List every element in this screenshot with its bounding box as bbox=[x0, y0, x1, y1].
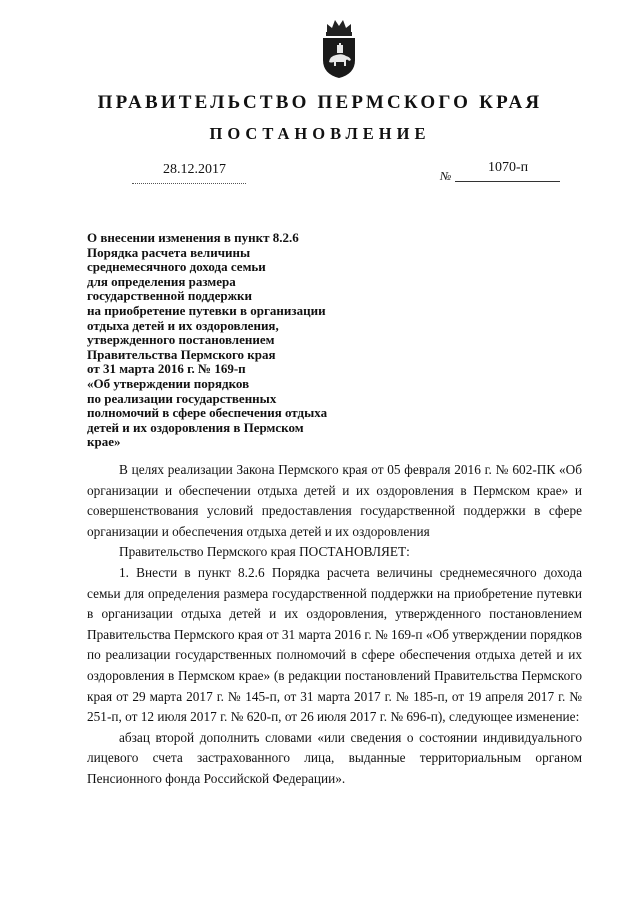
document-date: 28.12.2017 bbox=[163, 162, 226, 177]
subject-line: на приобретение путевки в организации bbox=[87, 302, 326, 318]
subject-line: от 31 марта 2016 г. № 169-п bbox=[87, 361, 246, 377]
subject-line: детей и их оздоровления в Пермском bbox=[87, 419, 304, 435]
body-paragraph-resolves: Правительство Пермского края ПОСТАНОВЛЯЕТ: bbox=[119, 544, 410, 560]
body-paragraph-item-1: 1. Внести в пункт 8.2.6 Порядка расчета величины среднемесячного дохода семьи для определения размера государственной поддержки на приобретение путевки в организации отдыха детей и их оздоровления, утвержденного постановлением Правительства Пермского края от 31 марта 2016 г. № 169-п «Об утверждении порядков по реализации государственных полномочий в сфере обеспечения отдыха детей и их оздоровления в Пермском крае» (в редакции постановлений Правительства Пермского края от 29 марта 2017 г. № 145-п, от 31 марта 2017 г. № 185-п, от 19 апреля 2017 г. № 251-п, от 12 июля 2017 г. № 620-п, от 26 июля 2017 г. № 696-п), следующее изменение: bbox=[87, 564, 582, 725]
subject-line: Правительства Пермского края bbox=[87, 346, 276, 362]
subject-line: государственной поддержки bbox=[87, 288, 253, 304]
document-subject bbox=[87, 231, 377, 450]
subject-line: О внесении изменения в пункт 8.2.6 bbox=[87, 230, 299, 245]
subject-line: полномочий в сфере обеспечения отдыха bbox=[87, 405, 328, 421]
coat-of-arms-icon bbox=[318, 18, 360, 80]
subject-line: для определения размера bbox=[87, 273, 236, 289]
document-number: 1070-п bbox=[488, 160, 529, 175]
document-type: ПОСТАНОВЛЕНИЕ bbox=[209, 124, 431, 143]
subject-line: «Об утверждении порядков bbox=[87, 375, 250, 391]
subject-line: крае» bbox=[87, 434, 121, 450]
subject-line: по реализации государственных bbox=[87, 390, 277, 406]
body-paragraph-amendment: абзац второй дополнить словами «или сведения о состоянии индивидуального лицевого счета застрахованного лица, выданные территориальным органом Пенсионного фонда Российской Федерации». bbox=[87, 729, 582, 786]
number-sign: № bbox=[440, 169, 452, 183]
subject-line: среднемесячного дохода семьи bbox=[87, 259, 266, 275]
subject-line: Порядка расчета величины bbox=[87, 244, 251, 260]
number-underline bbox=[455, 181, 560, 182]
document-body bbox=[87, 460, 582, 790]
subject-line: отдыха детей и их оздоровления, bbox=[87, 317, 279, 333]
date-underline bbox=[132, 183, 246, 184]
body-paragraph-purpose: В целях реализации Закона Пермского края от 05 февраля 2016 г. № 602-ПК «Об организации и обеспечении отдыха детей и их оздоровления в Пермском крае» и совершенствования условий предоставления государственной поддержки в сфере организации и обеспечения отдыха детей и их оздоровления bbox=[87, 462, 582, 539]
government-title: ПРАВИТЕЛЬСТВО ПЕРМСКОГО КРАЯ bbox=[97, 92, 543, 113]
subject-line: утвержденного постановлением bbox=[87, 332, 275, 348]
